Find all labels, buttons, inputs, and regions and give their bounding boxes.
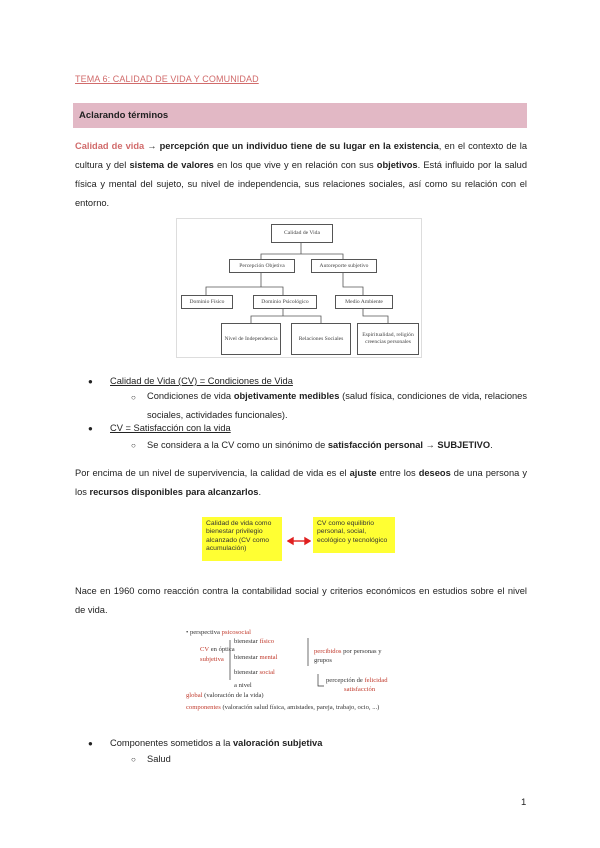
list-item-cv-conditions: Calidad de Vida (CV) = Condiciones de Vida	[110, 376, 293, 386]
bullet-icon: ●	[88, 424, 93, 433]
notes-brackets	[184, 628, 430, 716]
paragraph-definition: Calidad de vida → percepción que un individuo tiene de su lugar en la existencia, en el contexto de la cultura y del sistema de valores en los que vive y en relación con sus objetivos. Está influido por la salud física y mental del sujeto, su nivel de independencia, sus relaciones sociales, así como su relación con el entorno.	[75, 141, 527, 208]
quality-of-life-diagram	[176, 218, 422, 358]
circle-bullet-icon: ○	[131, 441, 136, 450]
page-title: TEMA 6: CALIDAD DE VIDA Y COMUNIDAD	[75, 74, 259, 84]
circle-bullet-icon: ○	[131, 755, 136, 764]
paragraph-origin: Nace en 1960 como reacción contra la contabilidad social y criterios económicos en estudios sobre el nivel de vida.	[75, 586, 527, 615]
paragraph-adjustment: Por encima de un nivel de supervivencia, la calidad de vida es el ajuste entre los deseos de una persona y los recursos disponibles para alcanzarlos.	[75, 468, 527, 497]
yellow-box-accumulation: Calidad de vida como bienestar privilegio alcanzado (CV como acumulación)	[202, 517, 282, 561]
environment-node: Medio Ambiente	[335, 295, 393, 309]
psychological-domain-node: Dominio Psicológico	[253, 295, 317, 309]
double-arrow-icon	[287, 533, 311, 551]
spirituality-node: Espiritualidad, religión creencias personales	[357, 323, 419, 355]
social-relations-node: Relaciones Sociales	[291, 323, 351, 355]
list-item-components: Componentes sometidos a la valoración subjetiva	[110, 738, 323, 748]
root-node: Calidad de Vida	[271, 224, 333, 243]
independence-node: Nivel de Independencia	[221, 323, 281, 355]
page-number: 1	[521, 797, 527, 808]
bullet-icon: ●	[88, 377, 93, 386]
subjective-node: Autoreporte subjetivo	[311, 259, 377, 273]
sub-item-objective: Condiciones de vida objetivamente medibles (salud física, condiciones de vida, relaciones sociales, actividades funcionales).	[147, 391, 527, 420]
physical-domain-node: Dominio Físico	[181, 295, 233, 309]
bullet-icon: ●	[88, 739, 93, 748]
notes-diagram: • perspectiva psicosocial CV en óptica subjetiva bienestar físico bienestar mental bienestar social a nivel percibidos por personas y grupos percepción de felicidad satisfacción global (valoración de la vida) componentes (valoración salud física, amistades, pareja, trabajo, ocio, ...)	[184, 628, 430, 716]
sub-item-subjective: Se considera a la CV como un sinónimo de satisfacción personal → SUBJETIVO.	[147, 440, 493, 450]
list-item-cv-satisfaction: CV = Satisfacción con la vida	[110, 423, 231, 433]
yellow-box-equilibrium: CV como equilibrio personal, social, ecológico y tecnológico	[313, 517, 395, 553]
sub-item-health: Salud	[147, 754, 171, 764]
section-title: Aclarando términos	[79, 110, 169, 121]
objective-node: Percepción Objetiva	[229, 259, 295, 273]
section-header	[73, 103, 527, 128]
circle-bullet-icon: ○	[131, 393, 136, 402]
